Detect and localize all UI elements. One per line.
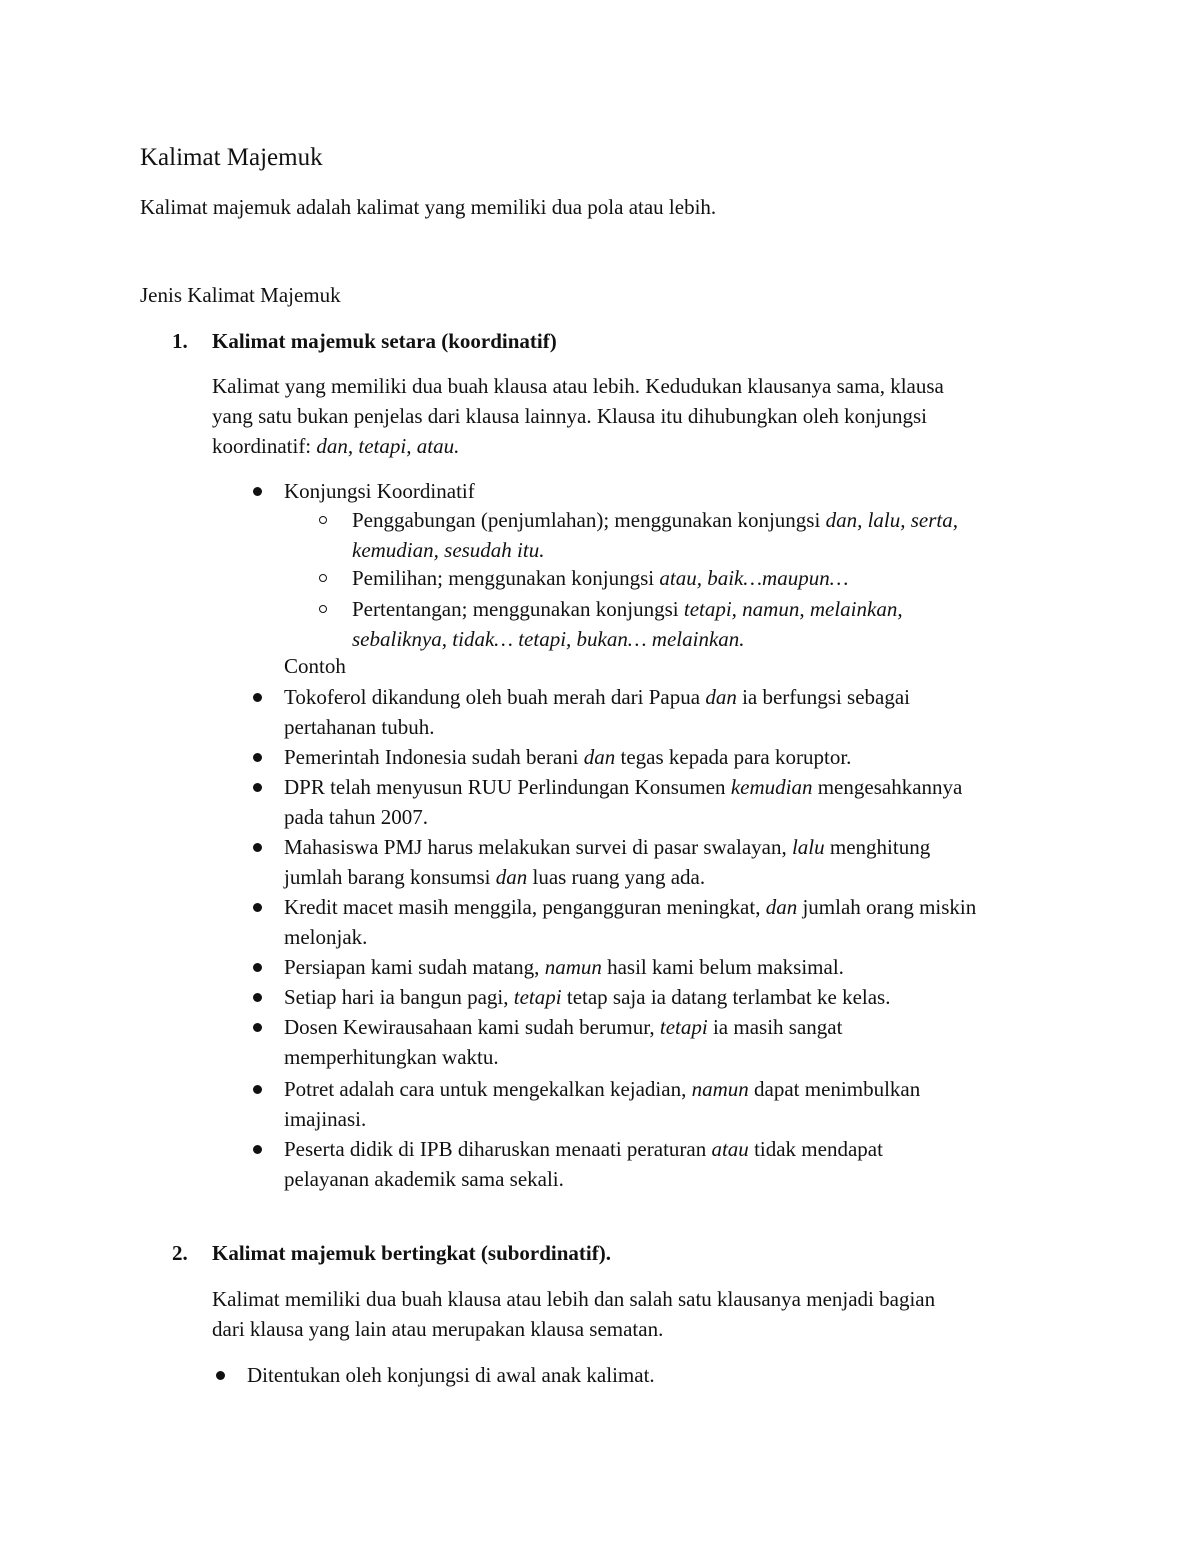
example-5-line-1: Kredit macet masih menggila, pengangguran meningkat, dan jumlah orang miskin [284, 895, 977, 919]
bullet-icon [253, 903, 262, 912]
bullet-icon [253, 1023, 262, 1032]
bullet-icon [253, 963, 262, 972]
section-2-desc-line-1: Kalimat memiliki dua buah klausa atau lebih dan salah satu klausanya menjadi bagian [212, 1287, 936, 1311]
conjunction-list: dan, tetapi, atau. [316, 434, 460, 458]
example-1-line-2: pertahanan tubuh. [284, 715, 435, 739]
document-title: Kalimat Majemuk [140, 144, 323, 171]
example-4-line-2: jumlah barang konsumsi dan luas ruang yang ada. [284, 865, 706, 889]
types-heading: Jenis Kalimat Majemuk [140, 283, 341, 307]
bullet-icon [253, 1085, 262, 1094]
definition-text: Kalimat majemuk adalah kalimat yang memiliki dua pola atau lebih. [140, 195, 717, 219]
bullet-icon [253, 1145, 262, 1154]
section-1-heading: Kalimat majemuk setara (koordinatif) [212, 329, 557, 353]
section-2-heading: Kalimat majemuk bertingkat (subordinatif). [212, 1241, 611, 1265]
section-1-desc-line-3: koordinatif: dan, tetapi, atau. [212, 434, 460, 458]
conjunction-type-3-line-2: sebaliknya, tidak… tetapi, bukan… melainkan. [352, 627, 745, 651]
example-10-line-2: pelayanan akademik sama sekali. [284, 1167, 564, 1191]
example-8-line-1: Dosen Kewirausahaan kami sudah berumur, tetapi ia masih sangat [284, 1015, 843, 1039]
section-1-desc-line-2: yang satu bukan penjelas dari klausa lainnya. Klausa itu dihubungkan oleh konjungsi [212, 404, 928, 428]
section-1-desc-line-1: Kalimat yang memiliki dua buah klausa atau lebih. Kedudukan klausanya sama, klausa [212, 374, 944, 398]
bullet-icon [253, 783, 262, 792]
example-4-line-1: Mahasiswa PMJ harus melakukan survei di pasar swalayan, lalu menghitung [284, 835, 931, 859]
section-2-bullet: Ditentukan oleh konjungsi di awal anak kalimat. [247, 1363, 655, 1387]
bullet-icon [253, 753, 262, 762]
example-6-line-1: Persiapan kami sudah matang, namun hasil kami belum maksimal. [284, 955, 844, 979]
conjunction-type-1-line-2: kemudian, sesudah itu. [352, 538, 545, 562]
section-1-number: 1. [172, 329, 188, 353]
circle-bullet-icon [319, 574, 327, 582]
conjunction-type-3-line-1: Pertentangan; menggunakan konjungsi tetapi, namun, melainkan, [352, 597, 903, 621]
section-2-desc-line-2: dari klausa yang lain atau merupakan klausa sematan. [212, 1317, 664, 1341]
example-5-line-2: melonjak. [284, 925, 368, 949]
conjunction-heading: Konjungsi Koordinatif [284, 479, 475, 503]
example-2-line-1: Pemerintah Indonesia sudah berani dan tegas kepada para koruptor. [284, 745, 852, 769]
bullet-icon [253, 843, 262, 852]
conjunction-type-1-line-1: Penggabungan (penjumlahan); menggunakan konjungsi dan, lalu, serta, [352, 508, 958, 532]
bullet-icon [253, 993, 262, 1002]
example-8-line-2: memperhitungkan waktu. [284, 1045, 499, 1069]
example-3-line-1: DPR telah menyusun RUU Perlindungan Konsumen kemudian mengesahkannya [284, 775, 963, 799]
circle-bullet-icon [319, 605, 327, 613]
bullet-icon [253, 693, 262, 702]
example-9-line-2: imajinasi. [284, 1107, 367, 1131]
example-9-line-1: Potret adalah cara untuk mengekalkan kejadian, namun dapat menimbulkan [284, 1077, 921, 1101]
example-10-line-1: Peserta didik di IPB diharuskan menaati peraturan atau tidak mendapat [284, 1137, 883, 1161]
conjunction-type-2-line-1: Pemilihan; menggunakan konjungsi atau, baik…maupun… [352, 566, 849, 590]
section-2-number: 2. [172, 1241, 188, 1265]
bullet-icon [216, 1371, 225, 1380]
circle-bullet-icon [319, 516, 327, 524]
example-3-line-2: pada tahun 2007. [284, 805, 429, 829]
examples-label: Contoh [284, 654, 346, 678]
bullet-icon [253, 487, 262, 496]
example-7-line-1: Setiap hari ia bangun pagi, tetapi tetap saja ia datang terlambat ke kelas. [284, 985, 891, 1009]
example-1-line-1: Tokoferol dikandung oleh buah merah dari Papua dan ia berfungsi sebagai [284, 685, 911, 709]
